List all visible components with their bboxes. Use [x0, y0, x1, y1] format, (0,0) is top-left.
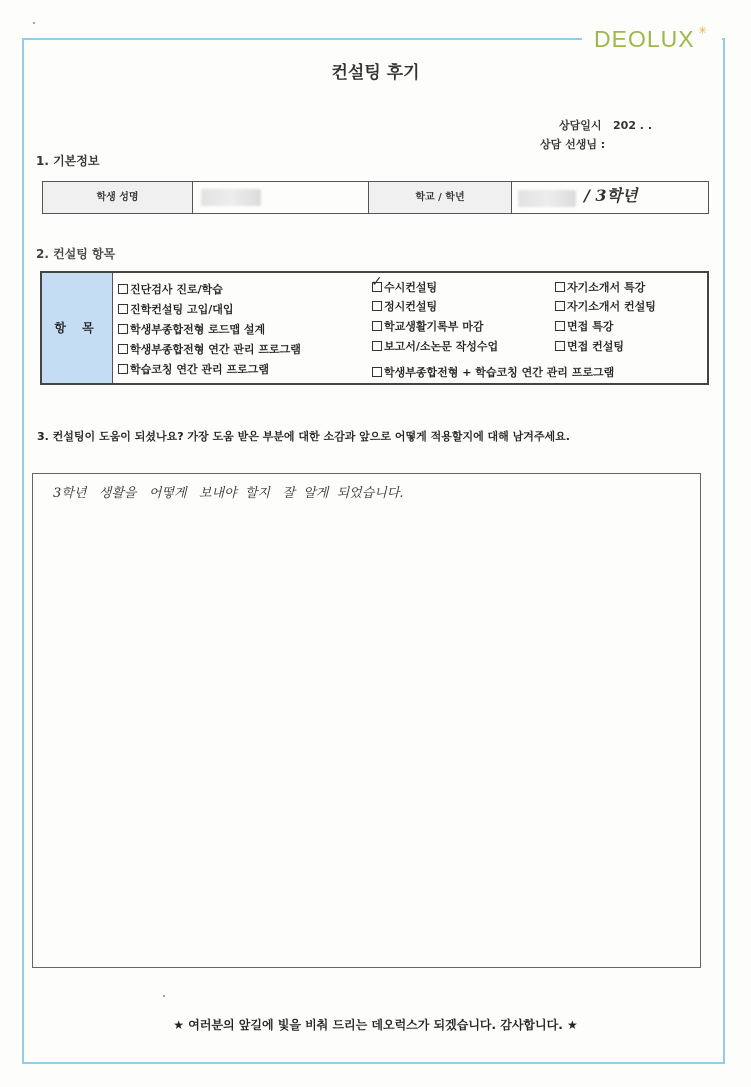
- student-name-label: 학생 성명: [43, 182, 192, 213]
- checkbox-icon: [372, 321, 382, 331]
- item-admission-consulting[interactable]: 진학컨설팅 고입/대입: [118, 301, 233, 317]
- section-basic-info-heading: 1. 기본정보: [36, 154, 100, 168]
- page-title: 컨설팅 후기: [331, 63, 420, 83]
- checkbox-icon: [555, 301, 565, 311]
- checkbox-icon: [555, 341, 565, 351]
- checkbox-icon: [118, 304, 128, 314]
- item-roadmap[interactable]: 학생부종합전형 로드맵 설계: [118, 321, 265, 337]
- consult-date: [559, 117, 652, 133]
- item-record-finish[interactable]: 학교생활기록부 마감: [372, 318, 483, 334]
- item-report-class[interactable]: 보고서/소논문 작성수업: [372, 338, 498, 354]
- item-jeongsi-consulting[interactable]: 정시컨설팅: [372, 298, 437, 314]
- checkbox-icon: [118, 284, 128, 294]
- item-diagnosis[interactable]: 진단검사 진로/학습: [118, 281, 223, 297]
- item-susi-consulting[interactable]: ✓ 수시컨설팅: [371, 274, 438, 294]
- item-interview-lecture[interactable]: 면접 특강: [555, 318, 613, 334]
- redacted-name: [201, 189, 261, 206]
- consult-date-value: 202 . .: [613, 119, 652, 132]
- logo-sparkle-icon: ✳: [698, 24, 708, 37]
- checkbox-icon: [555, 321, 565, 331]
- checkbox-icon: [118, 364, 128, 374]
- checkbox-icon: [372, 367, 382, 377]
- consulting-items-table: [40, 271, 709, 385]
- feedback-question: 3. 컨설팅이 도움이 되셨나요? 가장 도움 받은 부분에 대한 소감과 앞으로 어떻게 적용할지에 대해 남겨주세요.: [37, 430, 570, 443]
- grade-handwriting: / 3학년: [584, 186, 638, 205]
- checked-checkbox-icon: [371, 274, 383, 292]
- check-mark-icon: ✓: [371, 274, 383, 290]
- item-study-coaching[interactable]: 학습코칭 연간 관리 프로그램: [118, 361, 269, 377]
- footer-message: ★ 여러분의 앞길에 빛을 비춰 드리는 데오럭스가 되겠습니다. 감사합니다. ★: [173, 1018, 578, 1032]
- feedback-answer-box[interactable]: [32, 473, 701, 968]
- checkbox-icon: [118, 324, 128, 334]
- school-grade-value: [512, 182, 708, 213]
- item-combined-program[interactable]: 학생부종합전형 + 학습코칭 연간 관리 프로그램: [372, 364, 614, 380]
- scan-speck: [163, 995, 165, 997]
- school-grade-label: 학교 / 학년: [369, 182, 511, 213]
- basic-info-table: [42, 181, 709, 214]
- checkbox-icon: [555, 282, 565, 292]
- item-annual-program[interactable]: 학생부종합전형 연간 관리 프로그램: [118, 341, 301, 357]
- items-row-label: 항 목: [42, 273, 113, 383]
- brand-logo: DEOLUX: [594, 26, 695, 52]
- scan-speck: [33, 22, 35, 24]
- feedback-handwriting: 3학년 생활을 어떻게 보내야 할지 잘 알게 되었습니다.: [53, 486, 404, 501]
- student-name-value: [193, 182, 368, 213]
- checkbox-icon: [372, 301, 382, 311]
- section-items-heading: 2. 컨설팅 항목: [36, 247, 116, 261]
- consult-date-label: 상담일시: [559, 119, 602, 132]
- consult-teacher-label: 상담 선생님 :: [540, 138, 606, 151]
- item-essay-lecture[interactable]: 자기소개서 특강: [555, 279, 645, 295]
- redacted-school: [518, 190, 576, 207]
- item-essay-consulting[interactable]: 자기소개서 컨설팅: [555, 298, 656, 314]
- checkbox-icon: [372, 341, 382, 351]
- checkbox-icon: [118, 344, 128, 354]
- item-interview-consulting[interactable]: 면접 컨설팅: [555, 338, 624, 354]
